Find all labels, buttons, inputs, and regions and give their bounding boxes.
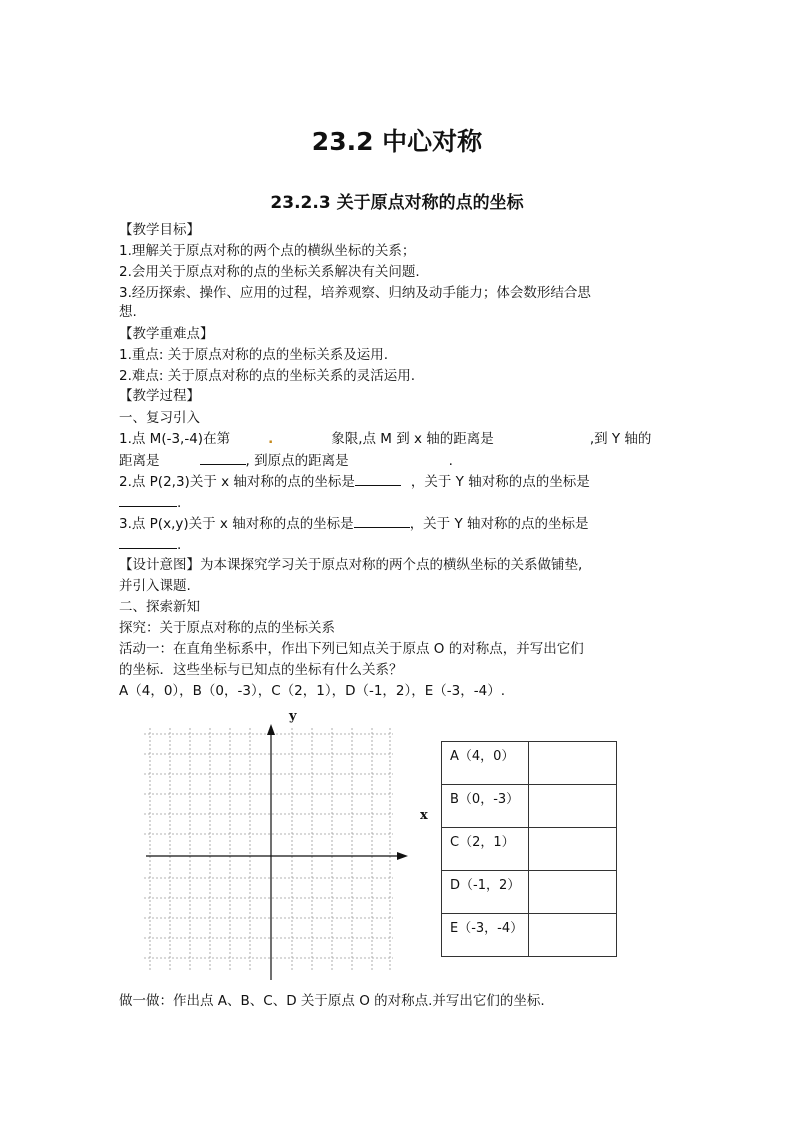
- q1-text: .: [448, 453, 453, 469]
- explore-heading: 二、探索新知: [119, 599, 200, 615]
- table-row: [442, 914, 617, 957]
- table-cell-answer[interactable]: [529, 828, 617, 871]
- table-cell-point: B（0，-3）: [442, 785, 529, 828]
- y-axis-label: y: [289, 709, 297, 724]
- q1-text: 距离是: [119, 453, 160, 469]
- points-table: [441, 741, 617, 957]
- design-intent-cont: 并引入课题.: [119, 578, 191, 594]
- q1-text: 1.点 M(-3,-4)在第: [119, 431, 231, 447]
- process-heading: 【教学过程】: [119, 388, 200, 404]
- answer-blank[interactable]: [119, 492, 177, 507]
- coordinate-grid[interactable]: [138, 712, 410, 982]
- objectives-heading: 【教学目标】: [119, 222, 200, 238]
- review-question-2-cont: [119, 492, 181, 513]
- table-cell-point: E（-3，-4）: [442, 914, 529, 957]
- key-points-heading: 【教学重难点】: [119, 326, 214, 342]
- table-cell-answer[interactable]: [529, 914, 617, 957]
- table-row: [442, 828, 617, 871]
- q1-text: ,到 Y 轴的: [589, 431, 652, 447]
- key-point-item: 1.重点: 关于原点对称的点的坐标关系及运用.: [119, 347, 389, 363]
- activity-one-cont: 的坐标．这些坐标与已知点的坐标有什么关系？: [119, 662, 403, 678]
- activity-one: 活动一：在直角坐标系中，作出下列已知点关于原点 O 的对称点，并写出它们: [119, 641, 584, 657]
- x-axis-label: x: [420, 808, 428, 823]
- design-intent: 【设计意图】为本课探究学习关于原点对称的两个点的横纵坐标的关系做铺垫,: [119, 557, 583, 573]
- table-cell-point: D（-1，2）: [442, 871, 529, 914]
- objective-item: 2.会用关于原点对称的点的坐标关系解决有关问题.: [119, 264, 420, 280]
- review-question-1: [119, 429, 651, 449]
- section-subtitle: 23.2.3 关于原点对称的点的坐标: [270, 193, 524, 213]
- table-cell-answer[interactable]: [529, 871, 617, 914]
- answer-blank[interactable]: [119, 534, 177, 549]
- table-row: [442, 785, 617, 828]
- table-cell-answer[interactable]: [529, 785, 617, 828]
- key-point-item: 2.难点: 关于原点对称的点的坐标关系的灵活运用.: [119, 368, 416, 384]
- review-question-3-cont: [119, 534, 181, 555]
- review-question-3: [119, 513, 589, 534]
- objective-item: 1.理解关于原点对称的两个点的横纵坐标的关系；: [119, 243, 416, 259]
- q2-text: .: [177, 495, 182, 511]
- q1-text: , 到原点的距离是: [245, 453, 349, 469]
- answer-blank[interactable]: [354, 513, 410, 528]
- review-question-2: [119, 471, 590, 492]
- q3-text: ，关于 Y 轴对称的点的坐标是: [409, 516, 589, 532]
- q2-text: ，关于 Y 轴对称的点的坐标是: [410, 474, 590, 490]
- table-cell-point: C（2，1）: [442, 828, 529, 871]
- table-row: [442, 742, 617, 785]
- objective-item: 3.经历探索、操作、应用的过程，培养观察、归纳及动手能力；体会数形结合思: [119, 285, 591, 301]
- q3-text: 3.点 P(x,y)关于 x 轴对称的点的坐标是: [119, 516, 354, 532]
- table-cell-answer[interactable]: [529, 742, 617, 785]
- answer-blank[interactable]: [355, 471, 401, 486]
- review-question-1-cont: [119, 450, 453, 471]
- q1-dot: .: [268, 431, 274, 447]
- explore-topic: 探究：关于原点对称的点的坐标关系: [119, 620, 335, 636]
- table-row: [442, 871, 617, 914]
- answer-blank[interactable]: [200, 450, 246, 465]
- page-title: 23.2 中心对称: [311, 127, 483, 156]
- y-axis-arrow-icon: [267, 724, 275, 735]
- x-axis-arrow-icon: [397, 852, 408, 860]
- table-cell-point: A（4，0）: [442, 742, 529, 785]
- exercise-text: 做一做：作出点 A、B、C、D 关于原点 O 的对称点.并写出它们的坐标.: [119, 993, 545, 1009]
- q3-text: .: [177, 537, 182, 553]
- q1-text: 象限,点 M 到 x 轴的距离是: [331, 431, 494, 447]
- points-list: A（4，0），B（0，-3），C（2，1），D（-1，2），E（-3，-4）.: [119, 683, 506, 699]
- review-heading: 一、复习引入: [119, 410, 200, 426]
- q2-text: 2.点 P(2,3)关于 x 轴对称的点的坐标是: [119, 474, 355, 490]
- grid-lines: [144, 728, 393, 972]
- objective-item: 想.: [119, 304, 137, 320]
